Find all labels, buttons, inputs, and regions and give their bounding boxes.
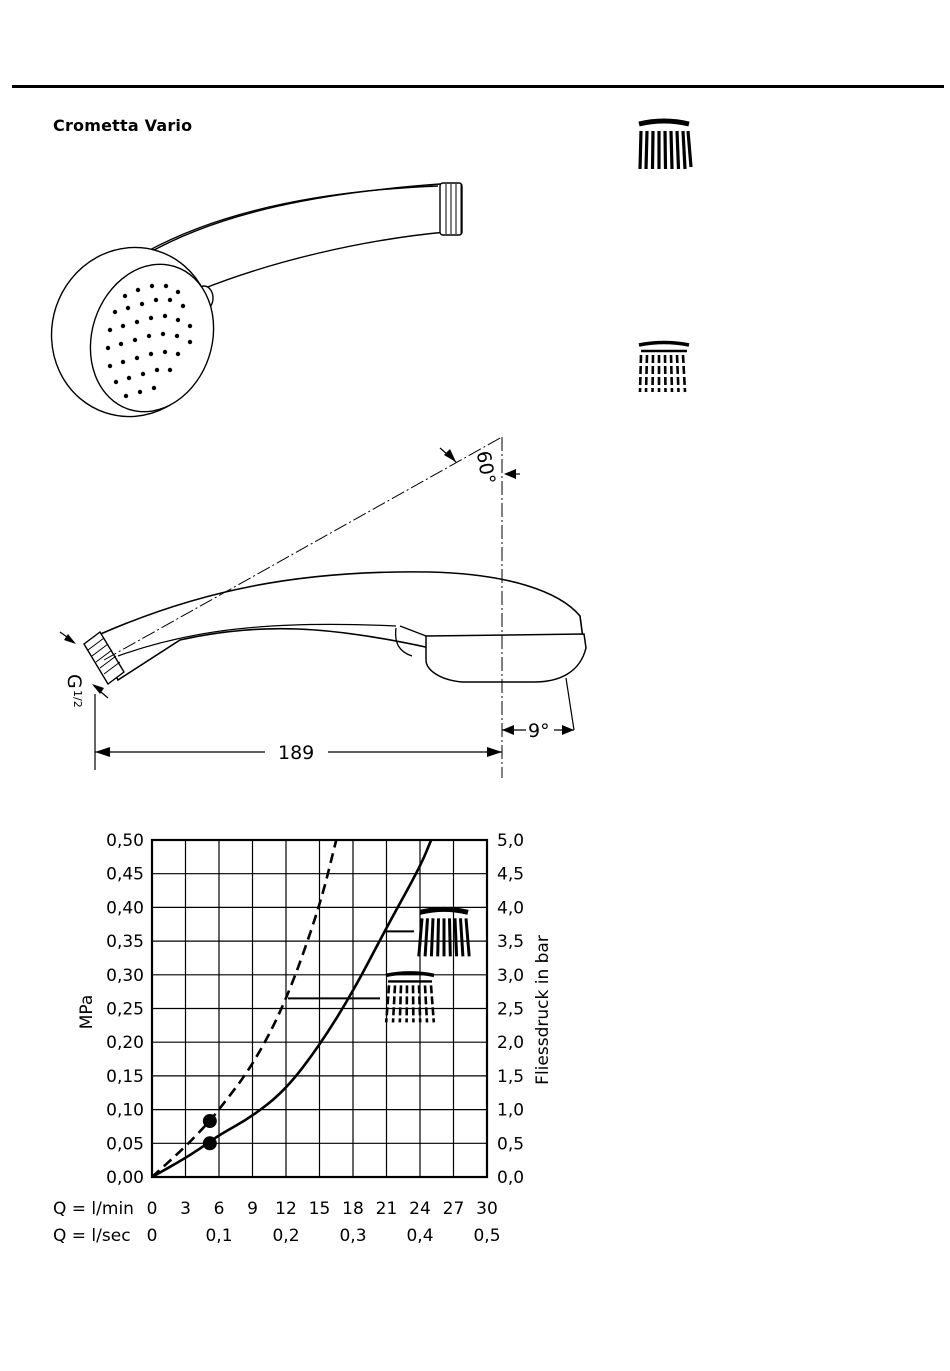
right-tick-label: 1,5 (497, 1066, 525, 1087)
right-tick-label: 4,5 (497, 864, 525, 885)
x-tick-label-lmin: 27 (442, 1199, 465, 1219)
x-tick-label-lmin: 9 (247, 1199, 258, 1219)
chart-normal-spray-icon (419, 909, 469, 956)
left-tick-label: 0,10 (106, 1100, 144, 1121)
thread-label: G (63, 674, 85, 689)
spray-jet (425, 918, 427, 956)
right-tick-label: 2,0 (497, 1033, 525, 1054)
thread-size-label: 1/2 (71, 690, 84, 708)
x-tick-label-lsec: 0,1 (205, 1226, 233, 1246)
angle-top-label: 60° (471, 449, 500, 487)
x-tick-label-lsec: 0 (146, 1226, 158, 1246)
left-tick-label: 0,25 (106, 999, 144, 1020)
left-tick-label: 0,00 (106, 1168, 144, 1188)
x-tick-label-lmin: 15 (308, 1199, 331, 1219)
spray-jet (438, 918, 439, 956)
right-tick-label: 3,5 (497, 932, 525, 953)
spray-jet (461, 918, 463, 956)
spray-jet (450, 918, 451, 956)
angle-bottom-label: 9° (528, 720, 550, 742)
right-tick-label: 5,0 (497, 831, 525, 851)
chart-grid (152, 840, 487, 1177)
spray-jet (455, 918, 457, 956)
x-tick-label-lmin: 0 (146, 1199, 158, 1219)
left-axis-ticks (106, 831, 144, 1188)
x-tick-label-lmin: 30 (476, 1199, 498, 1219)
x-tick-label-lmin: 18 (342, 1199, 364, 1219)
x-axis-label-lsec: Q = l/sec (53, 1226, 131, 1246)
spray-jet (431, 918, 433, 956)
left-tick-label: 0,20 (106, 1033, 144, 1054)
left-tick-label: 0,30 (106, 965, 144, 986)
spray-jet (419, 918, 422, 956)
x-tick-label-lmin: 21 (375, 1199, 398, 1219)
x-tick-label-lmin: 6 (213, 1199, 225, 1219)
x-tick-label-lmin: 3 (180, 1199, 191, 1219)
x-tick-label-lsec: 0,3 (339, 1226, 367, 1246)
left-tick-label: 0,05 (106, 1134, 144, 1155)
left-tick-label: 0,40 (106, 898, 144, 919)
left-tick-label: 0,15 (106, 1066, 144, 1087)
x-tick-label-lsec: 0,4 (406, 1226, 434, 1246)
spray-jet (400, 985, 401, 1022)
right-tick-label: 1,0 (497, 1100, 525, 1121)
x-tick-label-lmin: 24 (409, 1199, 431, 1219)
right-axis-ticks (497, 831, 524, 1188)
length-label: 189 (278, 742, 315, 764)
chart-callouts (288, 909, 469, 1022)
data-marker (203, 1114, 217, 1128)
spray-jet (431, 985, 434, 1022)
x-tick-label-lsec: 0,5 (473, 1226, 501, 1246)
x-tick-label-lsec: 0,2 (272, 1226, 300, 1246)
data-marker (203, 1136, 217, 1150)
spray-jet (466, 918, 469, 956)
chart-markers (203, 1114, 217, 1150)
right-axis-label: Fliessdruck in bar (533, 935, 553, 1085)
x-axis-ticks (147, 1199, 501, 1246)
left-tick-label: 0,50 (106, 831, 144, 851)
right-tick-label: 0,0 (497, 1168, 525, 1188)
right-tick-label: 2,5 (497, 999, 525, 1020)
product-title: Crometta Vario (53, 116, 193, 135)
chart-soft-spray-icon (386, 973, 434, 1023)
spray-jet (393, 985, 395, 1022)
x-tick-label-lmin: 12 (275, 1199, 297, 1219)
left-tick-label: 0,35 (106, 932, 144, 953)
right-tick-label: 0,5 (497, 1134, 525, 1155)
left-axis-label: MPa (77, 994, 97, 1030)
right-tick-label: 3,0 (497, 965, 525, 986)
spray-arc (420, 909, 468, 912)
right-tick-label: 4,0 (497, 898, 525, 919)
left-tick-label: 0,45 (106, 864, 144, 885)
spray-jet (425, 985, 427, 1022)
x-axis-label-lmin: Q = l/min (53, 1199, 134, 1219)
